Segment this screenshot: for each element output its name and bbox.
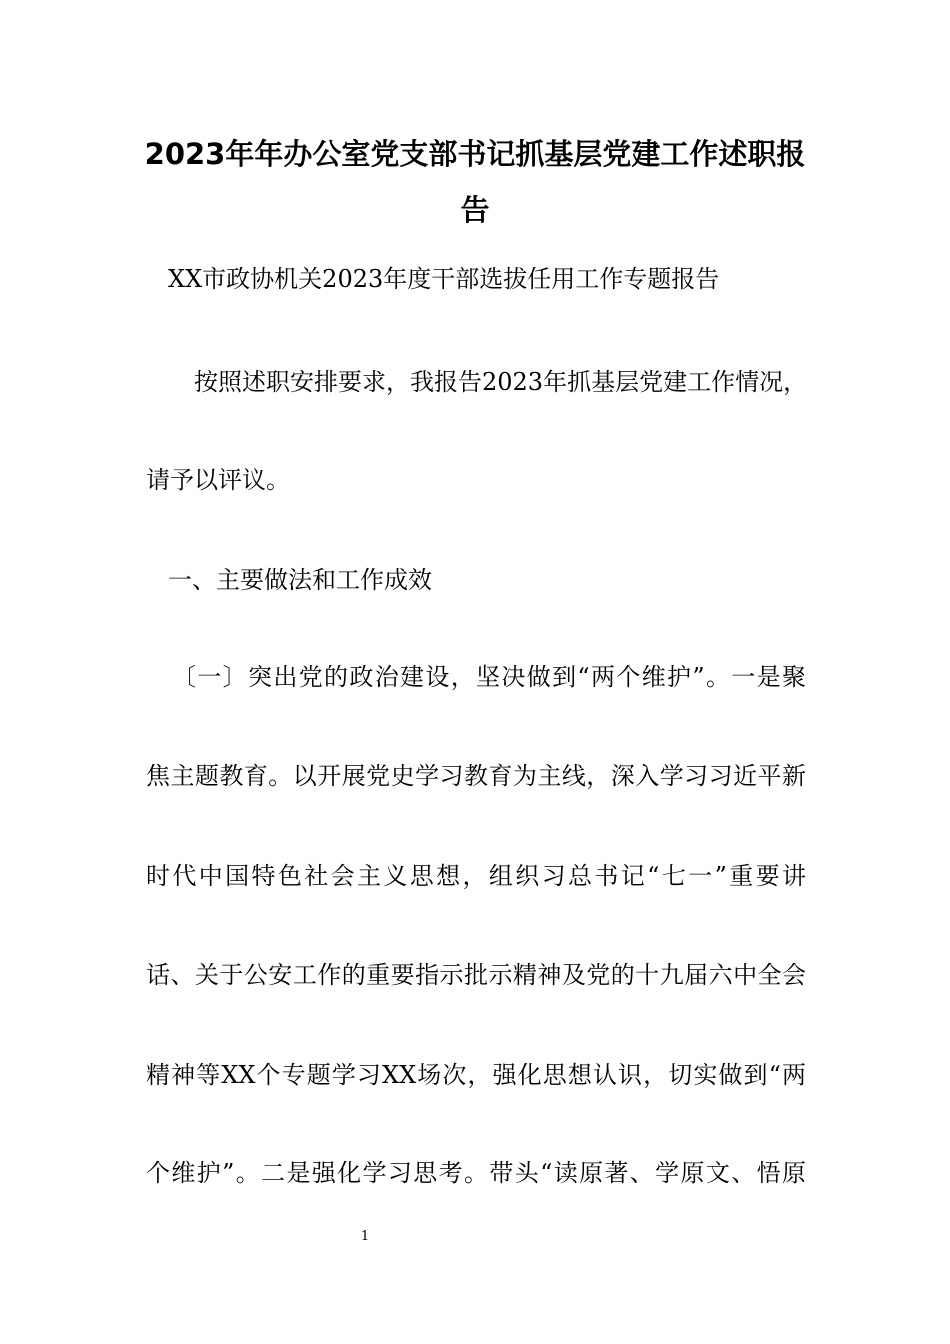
- document-subtitle: XX市政协机关2023年度干部选拔任用工作专题报告: [168, 265, 720, 293]
- body-paragraph-line: 精神等XX个专题学习XX场次，强化思想认识，切实做到“两: [146, 1061, 806, 1089]
- body-paragraph-line: 时代中国特色社会主义思想，组织习总书记“七一”重要讲: [146, 862, 806, 890]
- body-paragraph-line: 焦主题教育。以开展党史学习教育为主线，深入学习习近平新: [146, 762, 806, 790]
- document-title-line-1: 2023年年办公室党支部书记抓基层党建工作述职报: [144, 137, 806, 171]
- body-paragraph-line: 话、关于公安工作的重要指示批示精神及党的十九届六中全会: [146, 961, 806, 989]
- document-title-line-2: 告: [460, 193, 490, 227]
- body-paragraph-line: 〔一〕突出党的政治建设，坚决做到“两个维护”。一是聚: [172, 663, 806, 691]
- section-heading: 一、主要做法和工作成效: [168, 566, 432, 594]
- intro-paragraph-line-2: 请予以评议。: [146, 466, 290, 494]
- page-number: 1: [360, 1229, 370, 1244]
- intro-paragraph-line-1: 按照述职安排要求，我报告2023年抓基层党建工作情况，: [194, 368, 808, 396]
- body-paragraph-line: 个维护”。二是强化学习思考。带头“读原著、学原文、悟原: [146, 1159, 806, 1187]
